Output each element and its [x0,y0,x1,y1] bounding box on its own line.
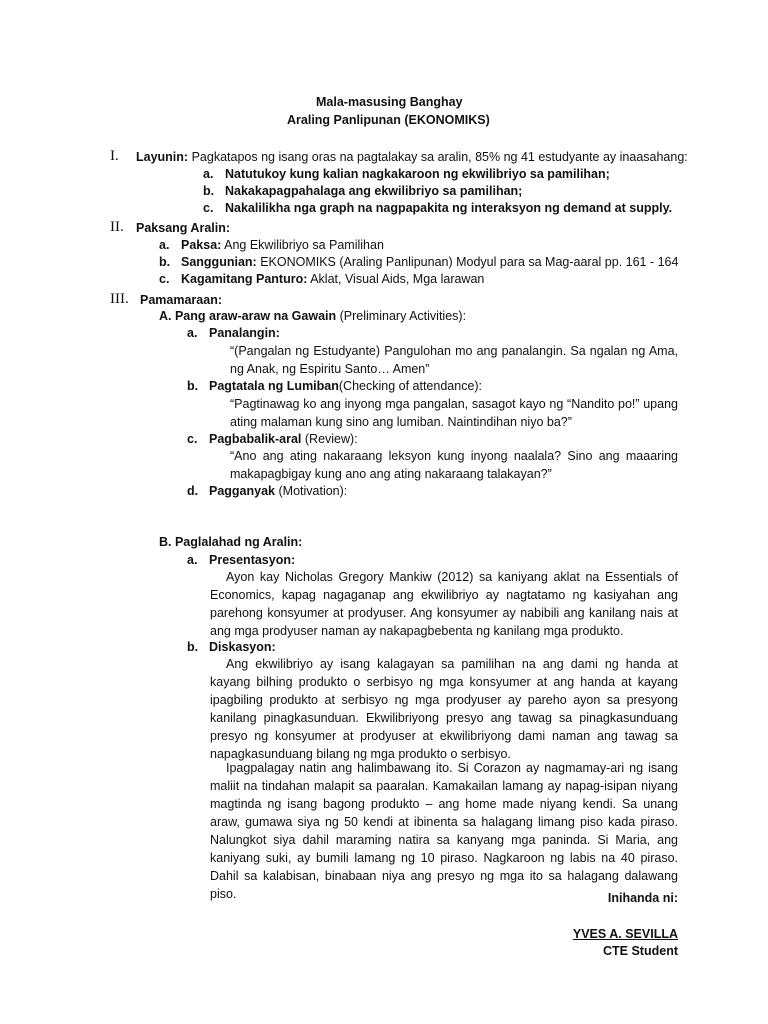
activity-c-label: Pagbabalik-aral [209,432,302,446]
objective-b-text: Nakakapagpahalaga ang ekwilibriyo sa pamilihan; [225,184,523,198]
topic-c [159,270,484,288]
prepared-by-label: Inihanda ni: [607,891,678,905]
activity-a [187,324,280,342]
part-a-title: A. Pang araw-araw na Gawain [159,309,337,323]
section-1-label: Layunin: [136,150,189,164]
activity-b-quote: “Pagtinawag ko ang inyong mga pangalan, sasagot kayo ng “Nandito po!” upang ating malaman kung sino ang lumiban. Naintindihan niyo ba?” [230,397,678,429]
presentasyon-letter: a. [187,553,198,567]
activity-c-quote: “Ano ang ating nakaraang leksyon kung inyong naalala? Sino ang maaaring makapagbigay kung ano ang ating nakaraang talakayan?” [230,449,678,481]
author-name: YVES A. SEVILLA [572,927,678,941]
objective-c [203,199,672,217]
activity-d-note: (Motivation): [278,484,348,498]
section-1-heading [136,148,688,166]
topic-b-letter: b. [159,255,171,269]
objective-c-letter: c. [203,201,214,215]
topic-b [159,253,678,271]
presentasyon-heading [187,551,295,569]
objective-a [203,165,610,183]
objective-b-letter: b. [203,184,215,198]
section-1-text: Pagkatapos ng isang oras na pagtalakay sa aralin, 85% ng 41 estudyante ay inaasahang: [191,150,688,164]
diskasyon-paragraph-2: Ipagpalagay natin ang halimbawang ito. Si Corazon ay nagmamay-ari ng isang maliit na tindahan malapit sa paaralan. Kamakailan lamang ay napag-isipan niyang magtinda ng isang bagong produkto – ang home made niyang kendi. Sa unang araw, gumawa siya ng 50 kendi at ibinenta sa halagang limang piso kada piraso. Nalungkot siya dahil maraming natira sa kanyang mga paninda. Si Maria, ang kaniyang suki, ay bumili lamang ng 10 piraso. Nagkaroon ng labis na 40 piraso. Dahil sa kalabisan, binabaan niya ang presyo ng mga ito sa halagang dalawang piso. [210,761,678,901]
diskasyon-label: Diskasyon: [209,640,276,654]
activity-a-quote: “(Pangalan ng Estudyante) Pangulohan mo ang panalangin. Sa ngalan ng Ama, ng Anak, ng Espiritu Santo… Amen” [230,344,678,376]
activity-b-label: Pagtatala ng Lumiban [209,379,339,393]
author-role: CTE Student [603,944,678,958]
title-line-1: Mala-masusing Banghay [316,95,463,109]
activity-c [187,430,358,448]
section-1-numeral: I. [110,148,119,164]
activity-a-label: Panalangin: [209,326,280,340]
diskasyon-heading [187,638,276,656]
diskasyon-paragraph-1: Ang ekwilibriyo ay isang kalagayan sa pamilihan na ang dami ng handa at kayang bilhing produkto o serbisyo ng mga konsyumer at ang handa at kayang ipagbiling produkto at serbisyo ng mga prodyuser ay pareho ayon sa presyong kanilang pinagkasunduan. Ekwilibriyong presyo ang tawag sa pinagkasunduang presyo ng konsyumer at prodyuser at ekwilibriyong dami naman ang tawag sa napagkasunduang bilang ng mga produkto o serbisyo. [210,657,678,761]
topic-c-text: Aklat, Visual Aids, Mga larawan [310,272,485,286]
objective-c-text: Nakalilikha nga graph na nagpapakita ng interaksyon ng demand at supply. [225,201,673,215]
objective-b [203,182,522,200]
objective-a-letter: a. [203,167,214,181]
topic-a-label: Paksa: [181,238,222,252]
activity-d-label: Pagganyak [209,484,276,498]
activity-b-note: (Checking of attendance): [338,379,483,393]
activity-d [187,482,347,500]
topic-c-label: Kagamitang Panturo: [181,272,308,286]
topic-a [159,236,384,254]
topic-a-letter: a. [159,238,170,252]
diskasyon-letter: b. [187,640,199,654]
section-2-numeral: II. [110,219,124,235]
activity-c-letter: c. [187,432,198,446]
part-a-heading [159,307,466,325]
section-3-label: Pamamaraan: [140,293,222,307]
topic-c-letter: c. [159,272,170,286]
topic-b-text: EKONOMIKS (Araling Panlipunan) Modyul para sa Mag-aaral pp. 161 - 164 [260,255,679,269]
activity-b-letter: b. [187,379,199,393]
section-2-label: Paksang Aralin: [136,221,231,235]
activity-b [187,377,482,395]
part-b-heading: B. Paglalahad ng Aralin: [159,535,303,549]
topic-a-text: Ang Ekwilibriyo sa Pamilihan [224,238,384,252]
title-line-2: Araling Panlipunan (EKONOMIKS) [287,113,490,127]
objective-a-text: Natutukoy kung kalian nagkakaroon ng ekwilibriyo sa pamilihan; [225,167,610,181]
topic-b-label: Sanggunian: [181,255,257,269]
presentasyon-label: Presentasyon: [209,553,296,567]
activity-c-note: (Review): [304,432,358,446]
activity-d-letter: d. [187,484,199,498]
section-3-numeral: III. [110,291,129,307]
presentasyon-text: Ayon kay Nicholas Gregory Mankiw (2012) sa kaniyang aklat na Essentials of Economics, kapag nagaganap ang ekwilibriyo ay nagtatamo ng kasiyahan ang parehong konsyumer at prodyuser. Ang konsyumer ay nabibili ang kanilang nais at ang mga prodyuser naman ay nakapagbebenta ng kanilang mga produkto. [210,570,678,638]
activity-a-letter: a. [187,326,198,340]
part-a-note: (Preliminary Activities): [339,309,467,323]
